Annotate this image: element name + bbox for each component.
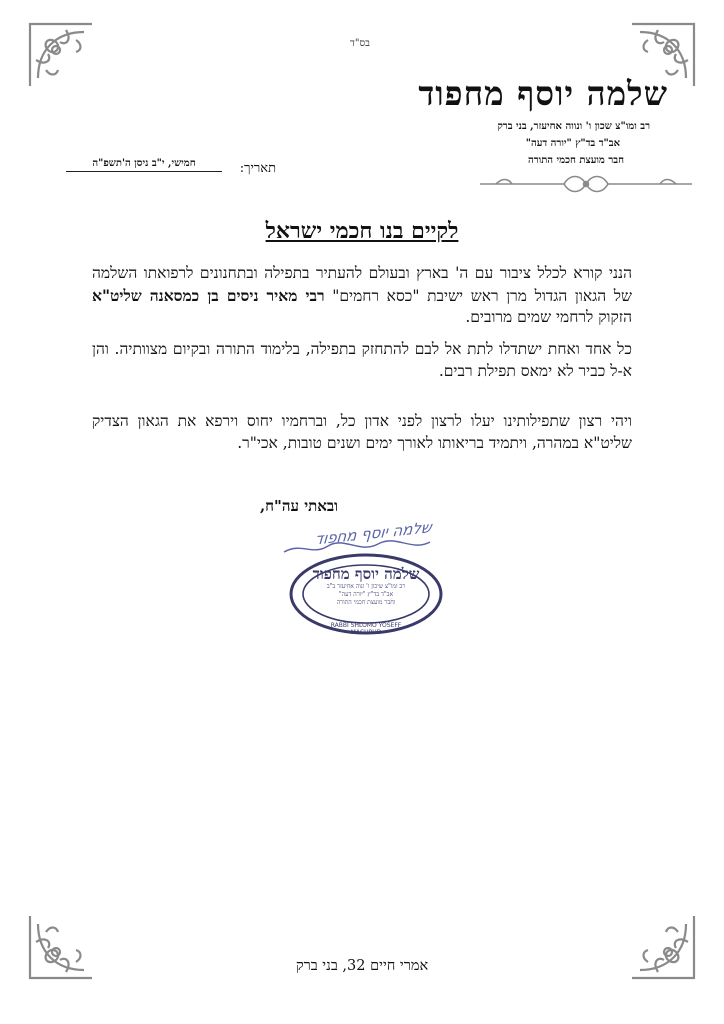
letterhead-name: שלמה יוסף מחפוד (418, 74, 668, 113)
letterhead-title-line: אב"ד בד"ץ "יורה דעה" (525, 138, 620, 149)
date-label: תאריך: (239, 161, 276, 176)
paragraph-2: כל אחד ואחת ישתדלו לתת אל לבם להתחזק בתפילה, בלימוד התורה ובקיום מצוותיה. והן א-ל כביר לא ימאס תפילת רבים. (92, 340, 632, 380)
stamp-line-3: וחבר מועצת חכמי התורה (336, 599, 396, 606)
corner-ornament-top-left (26, 20, 96, 90)
stamp-name: שלמה יוסף מחפוד (312, 565, 420, 583)
stamp-line-2: אב"ד בד"ץ "יורה דעה" (338, 591, 394, 598)
closing-line: ובאתי עה"ח, (259, 497, 338, 515)
letterhead-title-line: רב ומו"צ שכון ו' ונווה אחיעזר, בני ברק (497, 121, 650, 132)
letterhead-title-line: חבר מועצת חכמי התורה (527, 155, 624, 166)
paragraph-3: ויהי רצון שתפילותינו יעלו לרצון לפני אדון כל, וברחמיו יחוס וירפא את הגאון הצדיק שליט"א במהרה, ויתמיד בריאותו לאורך ימים ושנים טובות, אכי"ר. (92, 412, 632, 452)
stamp-line-1: רב ומו"צ שיכון ו' ונוה אחיעזר ב"ב (326, 583, 406, 590)
date-value: חמישי, י"ב ניסן ה'תשפ"ה (66, 158, 222, 172)
header-divider-ornament (476, 172, 696, 196)
paragraph-1-start: הנני קורא לכלל ציבור עם ה' בארץ ובעולם להעתיר בתפילה ובתחנונים לרפואתו השלמה של הגאון הגדול מרן ראש ישיבת "כסא רחמים" (92, 264, 632, 305)
bsd-mark: בס"ד (350, 38, 370, 49)
handwritten-signature (282, 518, 433, 554)
signature-text: שלמה יוסף מחפוד (314, 518, 433, 549)
footer-address: אמרי חיים 32, בני ברק (295, 958, 429, 974)
stamp-latin-text: RABBI SHLOMO YOSEFF MACHPUD (330, 622, 402, 636)
rabbinical-stamp (288, 552, 444, 636)
rabbi-name-bold: רבי מאיר ניסים בן כמסאנה שליט"א (92, 285, 325, 305)
paragraph-1-end: הזקוק לרחמי שמים מרובים. (465, 308, 632, 326)
date-field (66, 158, 276, 182)
paragraph-1 (92, 263, 632, 329)
letter-title: לקיים בנו חכמי ישראל (265, 218, 459, 244)
